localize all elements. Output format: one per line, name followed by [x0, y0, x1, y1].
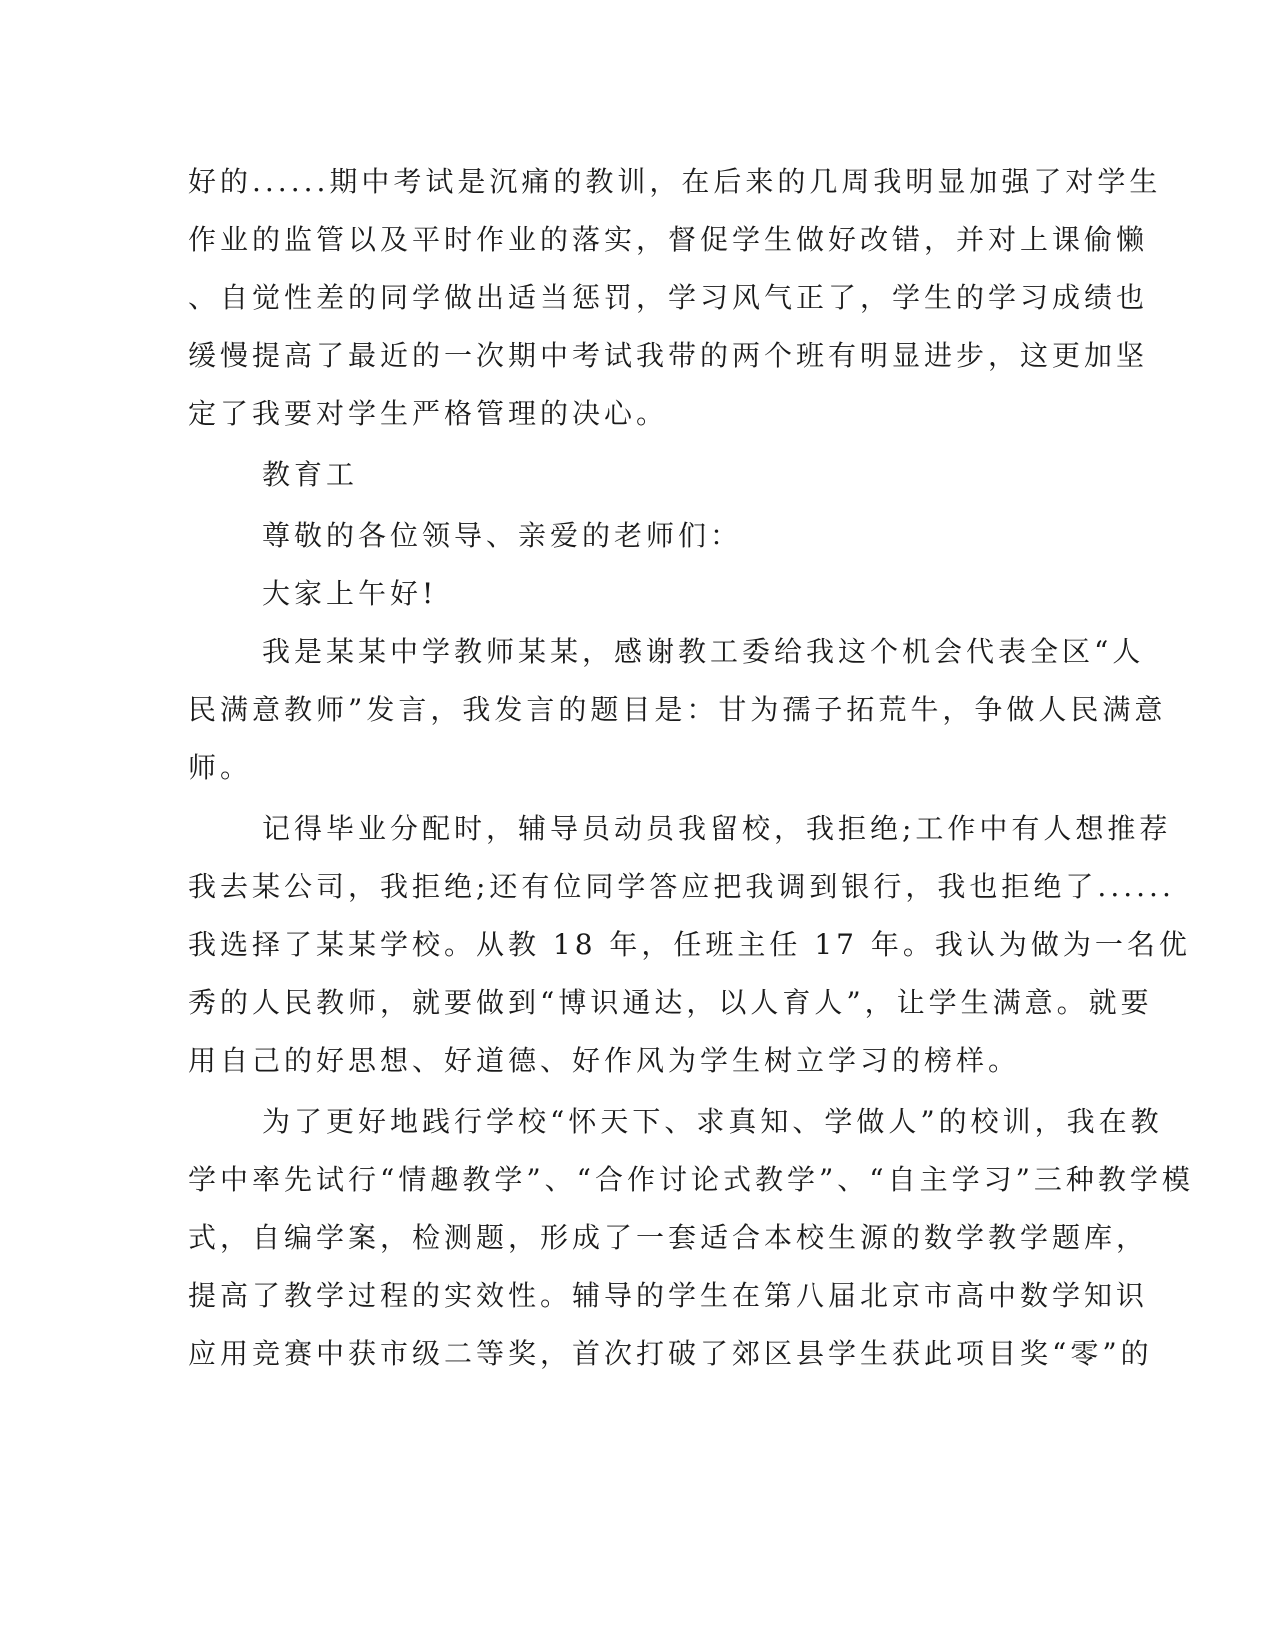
paragraph-start: 我是某某中学教师某某，感谢教工委给我这个机会代表全区“人: [262, 635, 1145, 668]
paragraph-start: 记得毕业分配时，辅导员动员我留校，我拒绝;工作中有人想推荐: [262, 812, 1172, 845]
text-line: 好的......期中考试是沉痛的教训，在后来的几周我明显加强了对学生: [188, 165, 1162, 198]
section-heading: 教育工: [262, 458, 359, 491]
text-line: 我去某公司，我拒绝;还有位同学答应把我调到银行，我也拒绝了......: [188, 870, 1175, 903]
salutation: 尊敬的各位领导、亲爱的老师们：: [262, 519, 743, 552]
text-line: 、自觉性差的同学做出适当惩罚，学习风气正了，学生的学习成绩也: [188, 281, 1149, 314]
text-line: 应用竞赛中获市级二等奖，首次打破了郊区县学生获此项目奖“零”的: [188, 1337, 1153, 1370]
text-line: 提高了教学过程的实效性。辅导的学生在第八届北京市高中数学知识: [188, 1279, 1149, 1312]
greeting: 大家上午好!: [262, 577, 438, 610]
text-line: 我选择了某某学校。从教 18 年，任班主任 17 年。我认为做为一名优: [188, 928, 1191, 961]
text-line: 作业的监管以及平时作业的落实，督促学生做好改错，并对上课偷懒: [188, 223, 1149, 256]
text-line: 学中率先试行“情趣教学”、“合作讨论式教学”、“自主学习”三种教学模: [188, 1163, 1194, 1196]
text-line: 用自己的好思想、好道德、好作风为学生树立学习的榜样。: [188, 1044, 1021, 1077]
paragraph-start: 为了更好地践行学校“怀天下、求真知、学做人”的校训，我在教: [262, 1105, 1163, 1138]
text-line: 缓慢提高了最近的一次期中考试我带的两个班有明显进步，这更加坚: [188, 339, 1149, 372]
text-line: 式，自编学案，检测题，形成了一套适合本校生源的数学教学题库，: [188, 1221, 1149, 1254]
text-line: 民满意教师”发言，我发言的题目是：甘为孺子拓荒牛，争做人民满意: [188, 693, 1167, 726]
text-line: 师。: [188, 751, 253, 784]
text-line: 定了我要对学生严格管理的决心。: [188, 397, 669, 430]
text-line: 秀的人民教师，就要做到“博识通达，以人育人”，让学生满意。就要: [188, 986, 1153, 1019]
